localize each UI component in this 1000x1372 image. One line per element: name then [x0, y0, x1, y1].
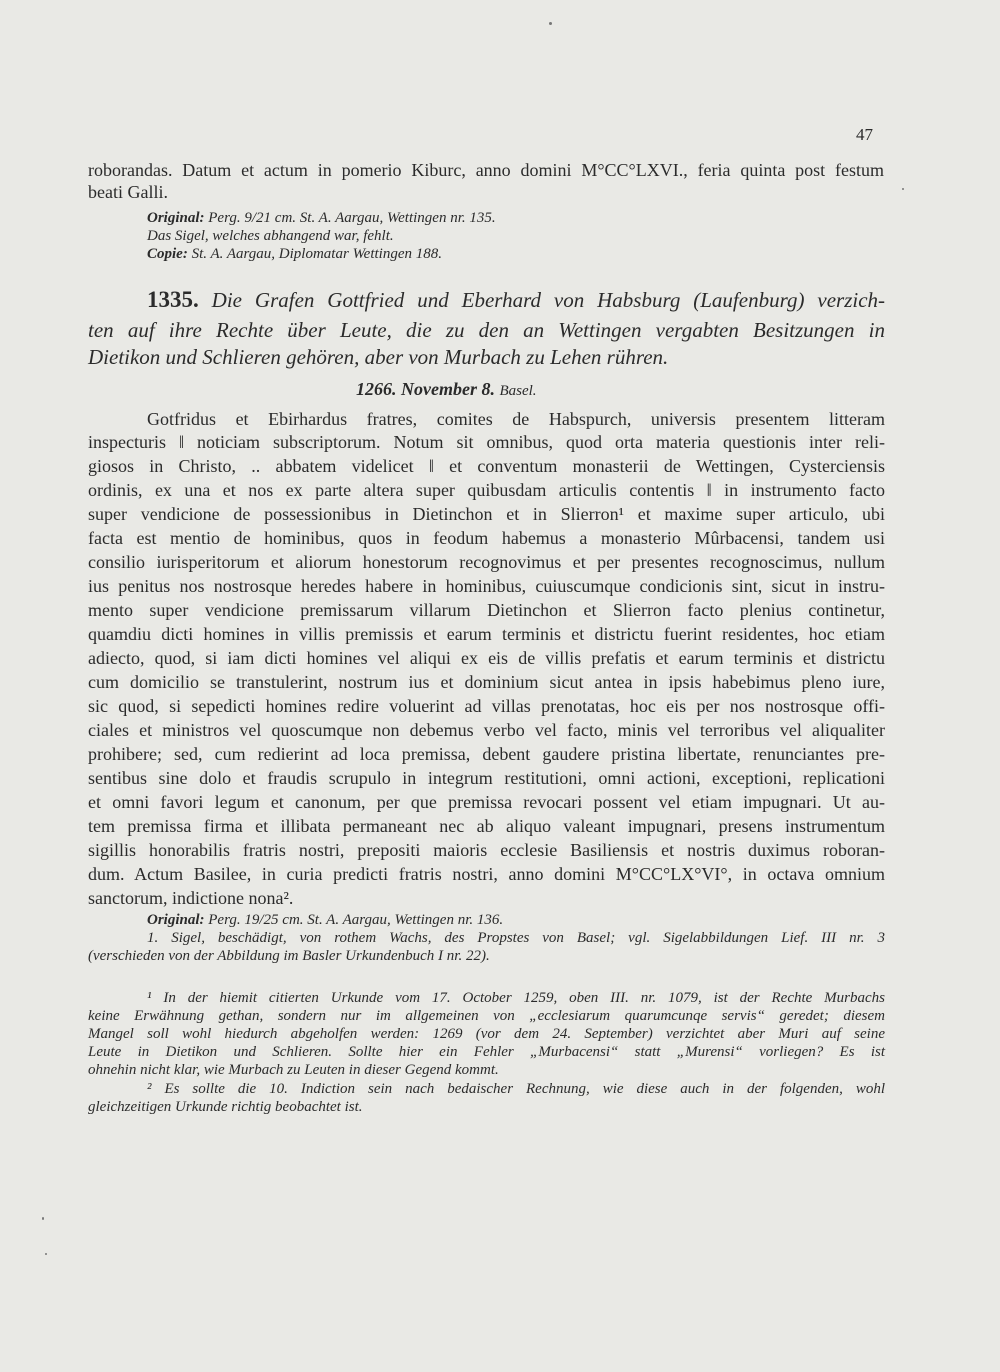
text-line: beati Galli. — [88, 182, 168, 202]
note-text: Perg. 19/25 cm. St. A. Aargau, Wettingen nr. 136. — [208, 912, 504, 928]
footnote-line: ² Es sollte die 10. Indiction sein nach bedaischer Rechnung, wie diese auch in der folgenden, wohl — [147, 1081, 885, 1097]
text-line: roborandas. Datum et actum in pomerio Kiburc, anno domini M°CC°LXVI., feria quinta post festum — [88, 160, 884, 180]
footnote-line: Leute in Dietikon und Schlieren. Sollte hier ein Fehler „Murbacensi“ statt „Murensi“ vorliegen? Es ist — [88, 1044, 885, 1060]
print-speck — [549, 22, 552, 25]
body-line: adiecto, quod, si iam dicti homines vel aliqui ex eis de villis prefatis et earum terminis et districtu — [88, 648, 885, 668]
regest-line — [147, 287, 885, 313]
date-place: Basel. — [499, 383, 537, 399]
footnote-line: ohnehin nicht klar, wie Murbach zu Leuten in dieser Gegend kommt. — [88, 1062, 499, 1078]
body-line: super vendicione de possessionibus in Dietinchon et in Slierron¹ et maxime super articulo, ubi — [88, 504, 885, 524]
document-date — [356, 379, 656, 400]
body-line: sigillis honorabilis fratris nostri, prepositi maioris ecclesie Basiliensis et nostris duximus roboran- — [88, 840, 885, 860]
regest-line: ten auf ihre Rechte über Leute, die zu den an Wettingen vergabten Besitzungen in — [88, 318, 885, 342]
body-line: quamdiu dicti homines in villis premissis et earum terminis et districtu fuerint residentes, hoc etiam — [88, 624, 885, 644]
note-text: St. A. Aargau, Diplomatar Wettingen 188. — [191, 246, 443, 262]
source-note — [147, 210, 747, 227]
note-label: Copie: — [147, 246, 188, 262]
date-month: November 8. — [401, 379, 495, 399]
source-note — [147, 912, 747, 929]
body-line: sentibus sine dolo et fraudis scrupulo in integrum restitutioni, omni actioni, exceptioni, replicationi — [88, 768, 885, 788]
body-line: inspecturis ‖ noticiam subscriptorum. Notum sit omnibus, quod orta materia questionis inter reli- — [88, 432, 885, 452]
note-text: Perg. 9/21 cm. St. A. Aargau, Wettingen nr. 135. — [208, 210, 496, 226]
footnote-line: keine Erwähnung gethan, sondern nur im allgemeinen von „ecclesiarum quarumcunqe servis“ geredet; diesem — [88, 1008, 885, 1024]
body-line: ciales et ministros vel quoscumque non debemus verbo vel facto, minis vel terroribus vel aliqualiter — [88, 720, 885, 740]
footnote-line: Mangel soll wohl hiedurch abgeholfen werden: 1269 (vor dem 24. September) verzichtet aber Muri auf seine — [88, 1026, 885, 1042]
note-label: Original: — [147, 912, 205, 928]
body-line: facta est mentio de hominibus, quos in feodum habemus a monasterio Mûrbacensi, tandem usi — [88, 528, 885, 548]
source-note — [147, 246, 747, 263]
body-line: Gotfridus et Ebirhardus fratres, comites de Habspurch, universis presentem litteram — [147, 409, 885, 429]
source-note: 1. Sigel, beschädigt, von rothem Wachs, des Propstes von Basel; vgl. Sigelabbildungen Lief. III nr. 3 — [147, 930, 885, 946]
body-line: ius penitus nos nostrosque heredes habere in hominibus, cuiuscumque condicionis sint, sicut in instru- — [88, 576, 885, 596]
body-line: sic quod, si sepedicti homines redire voluerint ad villas prenotatas, hoc eis per nos nostrosque offi- — [88, 696, 885, 716]
footnote-line: gleichzeitigen Urkunde richtig beobachtet ist. — [88, 1099, 363, 1115]
body-line: sanctorum, indictione nona². — [88, 888, 294, 908]
body-line: giosos in Christo, .. abbatem videlicet ‖ et conventum monasterii de Wettingen, Cysterciensis — [88, 456, 885, 476]
body-line: et omni favori legum et canonum, per que premissa revocari possent vel etiam impugnari. Ut au- — [88, 792, 885, 812]
page-number: 47 — [856, 125, 873, 144]
body-line: prohibere; sed, cum redierint ad loca premissa, debent gaudere pristina libertate, renunciantes pre- — [88, 744, 885, 764]
source-note: Das Sigel, welches abhangend war, fehlt. — [147, 228, 394, 244]
print-speck — [902, 188, 904, 190]
body-line: dum. Actum Basilee, in curia predicti fratris nostri, anno domini M°CC°LX°VI°, in octava omnium — [88, 864, 885, 884]
regest-line: Dietikon und Schlieren gehören, aber von Murbach zu Lehen rühren. — [88, 345, 669, 369]
document-number: 1335. — [147, 287, 199, 312]
regest-text: Die Grafen Gottfried und Eberhard von Habsburg (Laufenburg) verzich- — [211, 288, 886, 312]
body-line: consilio iurisperitorum et aliorum honestorum recognovimus et per presentes recognoscimus, nullum — [88, 552, 885, 572]
footnote-line: ¹ In der hiemit citierten Urkunde vom 17. October 1259, oben III. nr. 1079, ist der Rechte Murbachs — [147, 990, 885, 1006]
note-label: Original: — [147, 210, 205, 226]
print-speck — [42, 1217, 44, 1220]
date-year: 1266. — [356, 379, 397, 399]
body-line: mento super vendicione premissarum villarum Dietinchon et Slierron facto plenius continetur, — [88, 600, 885, 620]
body-line: tem premissa firma et illibata permaneant nec ab aliquo valeant impugnari, presens instrumentum — [88, 816, 885, 836]
print-speck — [45, 1253, 47, 1255]
body-line: cum domicilio se transtulerint, nostrum ius et dominium sicut antea in ipsis habebimus pleno iure, — [88, 672, 885, 692]
body-line: ordinis, ex una et nos ex parte altera super quibusdam articulis contentis ‖ in instrumento facto — [88, 480, 885, 500]
source-note: (verschieden von der Abbildung im Basler Urkundenbuch I nr. 22). — [88, 948, 490, 964]
